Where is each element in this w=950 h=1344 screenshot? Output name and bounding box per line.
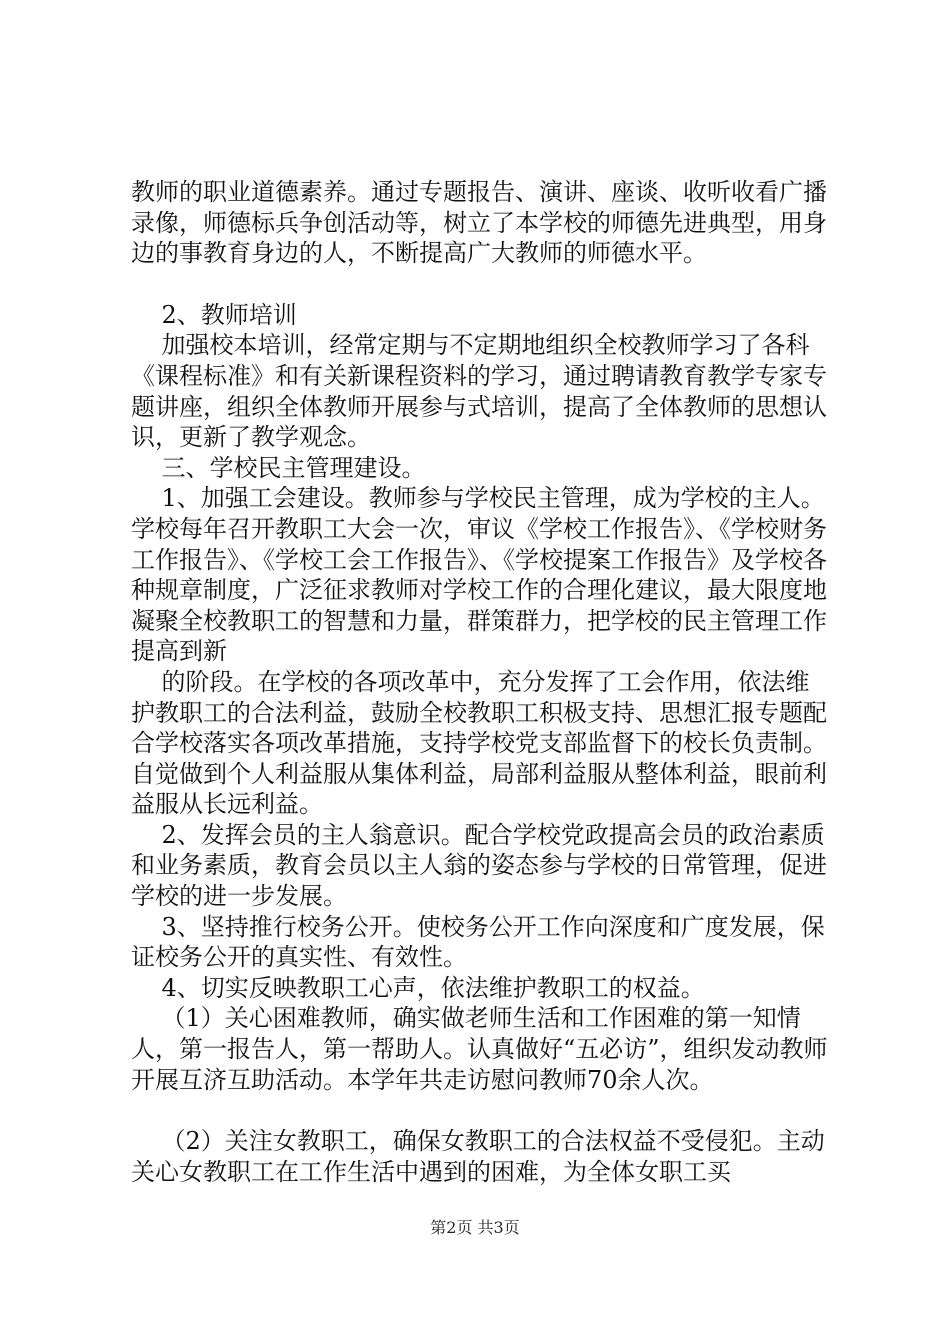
paragraph-8: （1）关心困难教师，确实做老师生活和工作困难的第一知情人，第一报告人，第一帮助人。认真做好“五必访”，组织发动教师开展互济互助活动。本学年共走访慰问教师70余人次。 — [131, 1004, 828, 1094]
document-body — [131, 177, 831, 1187]
paragraph-6: 3、坚持推行校务公开。使校务公开工作向深度和广度发展，保证校务公开的真实性、有效性。 — [131, 912, 825, 972]
heading-democratic-management: 三、学校民主管理建设。 — [131, 453, 426, 482]
page-footer: 第2页 共3页 — [430, 1218, 520, 1237]
paragraph-5: 2、发挥会员的主人翁意识。配合学校党政提高会员的政治素质和业务素质，教育会员以主人翁的姿态参与学校的日常管理，促进学校的进一步发展。 — [131, 820, 827, 911]
heading-teacher-training: 2、教师培训 — [131, 300, 297, 329]
paragraph-7: 4、切实反映教职工心声，依法维护教职工的权益。 — [131, 973, 705, 1002]
paragraph-gap — [131, 1095, 831, 1126]
paragraph-1: 教师的职业道德素养。通过专题报告、演讲、座谈、收听收看广播录像，师德标兵争创活动等，树立了本学校的师德先进典型，用身边的事教育身边的人，不断提高广大教师的师德水平。 — [131, 178, 827, 268]
paragraph-4: 的阶段。在学校的各项改革中，充分发挥了工会作用，依法维护教职工的合法利益，鼓励全校教职工积极支持、思想汇报专题配合学校落实各项改革措施，支持学校党支部监督下的校长负责制。自觉做到个人利益服从集体利益，局部利益服从整体利益，眼前利益服从长远利益。 — [131, 667, 827, 819]
paragraph-3: 1、加强工会建设。教师参与学校民主管理，成为学校的主人。学校每年召开教职工大会一次，审议《学校工作报告》、《学校财务工作报告》、《学校工会工作报告》、《学校提案工作报告》及学校各种规章制度，广泛征求教师对学校工作的合理化建议，最大限度地凝聚全校教职工的智慧和力量，群策群力，把学校的民主管理工作提高到新 — [131, 484, 827, 666]
paragraph-2: 加强校本培训，经常定期与不定期地组织全校教师学习了各科《课程标准》和有关新课程资料的学习，通过聘请教育教学专家专题讲座，组织全体教师开展参与式培训，提高了全体教师的思想认识，更新了教学观念。 — [131, 331, 827, 452]
paragraph-gap — [131, 269, 831, 300]
paragraph-9: （2）关注女教职工，确保女教职工的合法权益不受侵犯。主动关心女教职工在工作生活中遇到的困难，为全体女职工买 — [131, 1127, 825, 1186]
